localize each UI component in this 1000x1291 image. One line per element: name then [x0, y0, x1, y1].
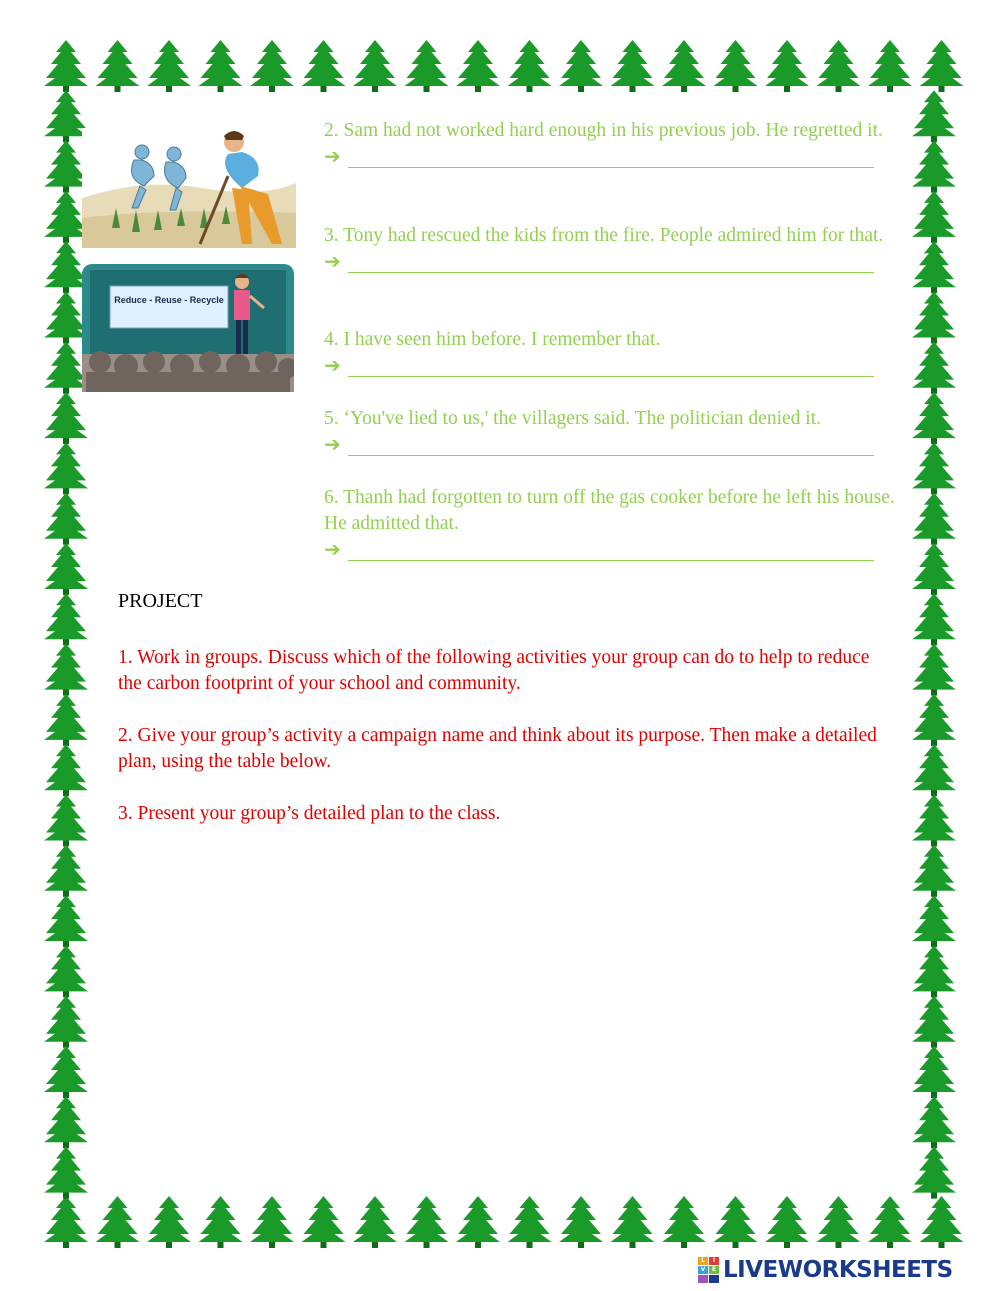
pine-tree-icon: [817, 40, 861, 92]
pine-tree-icon: [912, 493, 956, 545]
pine-tree-icon: [96, 1196, 140, 1248]
pine-tree-icon: [611, 1196, 655, 1248]
pine-tree-icon: [44, 593, 88, 645]
answer-line[interactable]: [348, 437, 874, 456]
pine-tree-icon: [920, 1196, 964, 1248]
question-4: [324, 327, 914, 377]
pine-tree-icon: [456, 40, 500, 92]
pine-tree-icon: [44, 996, 88, 1048]
pine-tree-icon: [96, 40, 140, 92]
pine-tree-icon: [912, 543, 956, 595]
pine-tree-icon: [912, 644, 956, 696]
pine-tree-icon: [912, 1096, 956, 1148]
pine-tree-icon: [44, 845, 88, 897]
pine-tree-icon: [405, 1196, 449, 1248]
pine-tree-icon: [868, 40, 912, 92]
pine-tree-icon: [44, 744, 88, 796]
pine-tree-icon: [353, 1196, 397, 1248]
pine-tree-icon: [559, 40, 603, 92]
pine-tree-icon: [662, 40, 706, 92]
project-step-2: 2. Give your group’s activity a campaign name and think about its purpose. Then make a detailed plan, using the table below.: [118, 725, 877, 772]
pine-tree-icon: [714, 1196, 758, 1248]
recycle-presentation-image: [82, 264, 294, 392]
pine-tree-icon: [147, 40, 191, 92]
question-text: 4. I have seen him before. I remember that.: [324, 329, 661, 350]
pine-tree-icon: [44, 1046, 88, 1098]
pine-tree-icon: [250, 40, 294, 92]
pine-tree-icon: [250, 1196, 294, 1248]
pine-tree-icon: [44, 945, 88, 997]
pine-tree-icon: [912, 996, 956, 1048]
pine-tree-icon: [912, 744, 956, 796]
pine-tree-icon: [912, 241, 956, 293]
pine-tree-icon: [912, 593, 956, 645]
banner-text: Reduce - Reuse - Recycle: [114, 295, 224, 305]
pine-tree-icon: [868, 1196, 912, 1248]
pine-tree-icon: [912, 845, 956, 897]
answer-line[interactable]: [348, 358, 874, 377]
project-step-1: 1. Work in groups. Discuss which of the following activities your group can do to help to reduce the carbon footprint of your school and community.: [118, 647, 870, 694]
logo-blocks-icon: L I V E: [698, 1257, 719, 1283]
project-heading: PROJECT: [118, 590, 203, 612]
pine-tree-icon: [44, 1096, 88, 1148]
pine-tree-icon: [508, 40, 552, 92]
pine-tree-icon: [912, 292, 956, 344]
question-6: [324, 485, 914, 561]
pine-tree-icon: [662, 1196, 706, 1248]
pine-tree-icon: [44, 392, 88, 444]
pine-tree-icon: [456, 1196, 500, 1248]
project-step-3: 3. Present your group’s detailed plan to the class.: [118, 803, 501, 824]
pine-tree-icon: [44, 795, 88, 847]
pine-tree-icon: [912, 694, 956, 746]
question-text: 2. Sam had not worked hard enough in his previous job. He regretted it.: [324, 120, 883, 141]
pine-tree-icon: [508, 1196, 552, 1248]
pine-tree-icon: [817, 1196, 861, 1248]
pine-tree-icon: [44, 1147, 88, 1199]
question-text: 5. ‘You've lied to us,' the villagers said. The politician denied it.: [324, 408, 821, 429]
pine-tree-icon: [559, 1196, 603, 1248]
pine-tree-icon: [302, 40, 346, 92]
question-text: 3. Tony had rescued the kids from the fire. People admired him for that.: [324, 225, 884, 246]
answer-line[interactable]: [348, 254, 874, 273]
pine-tree-icon: [912, 141, 956, 193]
pine-tree-icon: [44, 543, 88, 595]
pine-tree-icon: [912, 895, 956, 947]
pine-tree-icon: [920, 40, 964, 92]
answer-line[interactable]: [348, 542, 874, 561]
pine-tree-icon: [44, 644, 88, 696]
question-3: [324, 223, 914, 273]
arrow-icon: ➔: [324, 146, 341, 168]
pine-tree-icon: [912, 392, 956, 444]
farmers-planting-image: [82, 128, 296, 248]
pine-tree-icon: [611, 40, 655, 92]
pine-tree-icon: [765, 40, 809, 92]
question-text: 6. Thanh had forgotten to turn off the gas cooker before he left his house. He admitted that.: [324, 487, 895, 534]
liveworksheets-logo: [698, 1256, 953, 1284]
pine-tree-icon: [912, 442, 956, 494]
question-2: [324, 118, 914, 168]
pine-tree-icon: [147, 1196, 191, 1248]
pine-tree-icon: [44, 442, 88, 494]
pine-tree-icon: [44, 493, 88, 545]
pine-tree-icon: [44, 694, 88, 746]
question-5: [324, 406, 914, 456]
pine-tree-icon: [765, 1196, 809, 1248]
pine-tree-icon: [44, 1196, 88, 1248]
pine-tree-icon: [44, 895, 88, 947]
pine-tree-icon: [912, 90, 956, 142]
pine-tree-icon: [912, 342, 956, 394]
pine-tree-icon: [912, 945, 956, 997]
arrow-icon: ➔: [324, 251, 341, 273]
pine-tree-icon: [44, 40, 88, 92]
pine-tree-icon: [405, 40, 449, 92]
pine-tree-icon: [912, 1046, 956, 1098]
arrow-icon: ➔: [324, 355, 341, 377]
pine-tree-icon: [302, 1196, 346, 1248]
pine-tree-icon: [353, 40, 397, 92]
pine-tree-icon: [912, 191, 956, 243]
pine-tree-icon: [912, 795, 956, 847]
pine-tree-icon: [912, 1147, 956, 1199]
pine-tree-icon: [199, 40, 243, 92]
pine-tree-icon: [714, 40, 758, 92]
arrow-icon: ➔: [324, 434, 341, 456]
pine-tree-icon: [199, 1196, 243, 1248]
answer-line[interactable]: [348, 149, 874, 168]
logo-text: LIVEWORKSHEETS: [723, 1257, 953, 1283]
arrow-icon: ➔: [324, 539, 341, 561]
